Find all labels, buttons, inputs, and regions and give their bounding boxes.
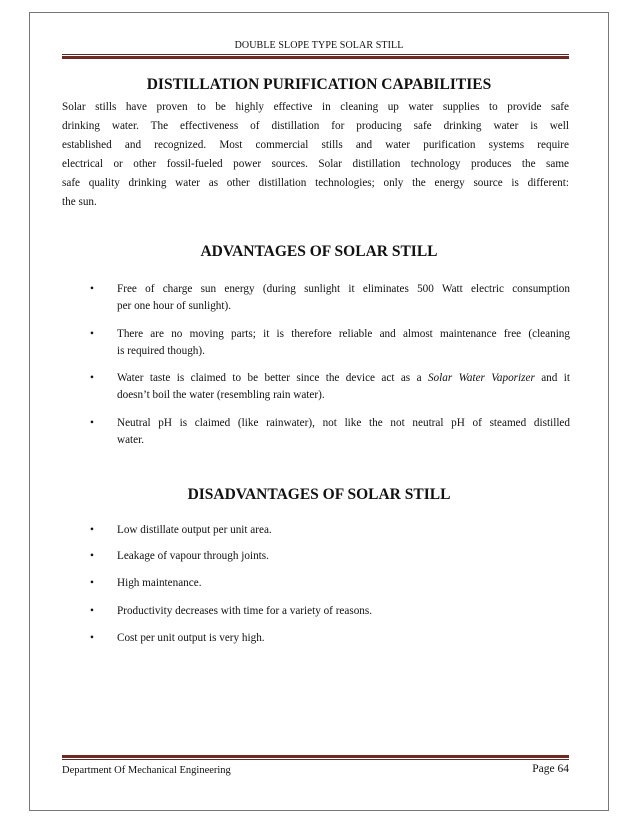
list-item-text: doesn’t boil the water (resembling rain water). bbox=[117, 389, 325, 401]
bullet-icon: • bbox=[90, 632, 94, 644]
bullet-icon: • bbox=[90, 605, 94, 617]
bullet-icon: • bbox=[90, 372, 94, 384]
list-item bbox=[90, 326, 570, 360]
paragraph-line: the sun. bbox=[62, 196, 97, 208]
bullet-icon: • bbox=[90, 524, 94, 536]
intro-paragraph bbox=[62, 98, 569, 212]
bullet-icon: • bbox=[90, 550, 94, 562]
footer-rule bbox=[62, 755, 569, 760]
bullet-icon: • bbox=[90, 283, 94, 295]
list-item-text: Water taste is claimed to be better since the device act as a Solar Water Vaporizer and it bbox=[117, 372, 570, 384]
heading-distillation: DISTILLATION PURIFICATION CAPABILITIES bbox=[146, 76, 492, 93]
list-item-text: Cost per unit output is very high. bbox=[117, 632, 265, 644]
list-item-text: Low distillate output per unit area. bbox=[117, 524, 272, 536]
list-item-text: Neutral pH is claimed (like rainwater), not like the not neutral pH of steamed distilled bbox=[117, 417, 570, 429]
list-item-text: High maintenance. bbox=[117, 577, 202, 589]
list-item bbox=[90, 522, 570, 539]
list-item-text: water. bbox=[117, 434, 145, 446]
paragraph-line: drinking water. The effectiveness of distillation for producing safe drinking water is well bbox=[62, 120, 569, 132]
list-item-text: Leakage of vapour through joints. bbox=[117, 550, 269, 562]
page-number: Page 64 bbox=[532, 763, 569, 775]
paragraph-line: Solar stills have proven to be highly effective in cleaning up water supplies to provide safe bbox=[62, 101, 569, 113]
list-item-text: is required though). bbox=[117, 345, 205, 357]
heading-disadvantages: DISADVANTAGES OF SOLAR STILL bbox=[187, 486, 451, 503]
footer-department: Department Of Mechanical Engineering bbox=[62, 765, 231, 776]
running-header: DOUBLE SLOPE TYPE SOLAR STILL bbox=[234, 40, 404, 51]
heading-advantages: ADVANTAGES OF SOLAR STILL bbox=[200, 243, 438, 260]
list-item bbox=[90, 370, 570, 404]
list-item bbox=[90, 603, 570, 620]
bullet-icon: • bbox=[90, 328, 94, 340]
header-rule bbox=[62, 54, 569, 59]
paragraph-line: electrical or other fossil-fueled power sources. Solar distillation technology produces the same bbox=[62, 158, 569, 170]
list-item bbox=[90, 630, 570, 647]
list-item-text: per one hour of sunlight). bbox=[117, 300, 232, 312]
paragraph-line: established and recognized. Most commercial stills and water purification systems require bbox=[62, 139, 569, 151]
paragraph-line: safe quality drinking water as other distillation technologies; only the energy source is different: bbox=[62, 177, 569, 189]
list-item bbox=[90, 548, 570, 565]
device-name: Solar Water Vaporizer bbox=[427, 372, 535, 384]
list-item-text: There are no moving parts; it is therefore reliable and almost maintenance free (cleaning bbox=[117, 328, 570, 340]
list-item bbox=[90, 281, 570, 315]
list-item bbox=[90, 415, 570, 449]
list-item-text: Free of charge sun energy (during sunlight it eliminates 500 Watt electric consumption bbox=[117, 283, 570, 295]
list-item bbox=[90, 575, 570, 592]
list-item-text: Productivity decreases with time for a variety of reasons. bbox=[117, 605, 373, 617]
bullet-icon: • bbox=[90, 577, 94, 589]
bullet-icon: • bbox=[90, 417, 94, 429]
